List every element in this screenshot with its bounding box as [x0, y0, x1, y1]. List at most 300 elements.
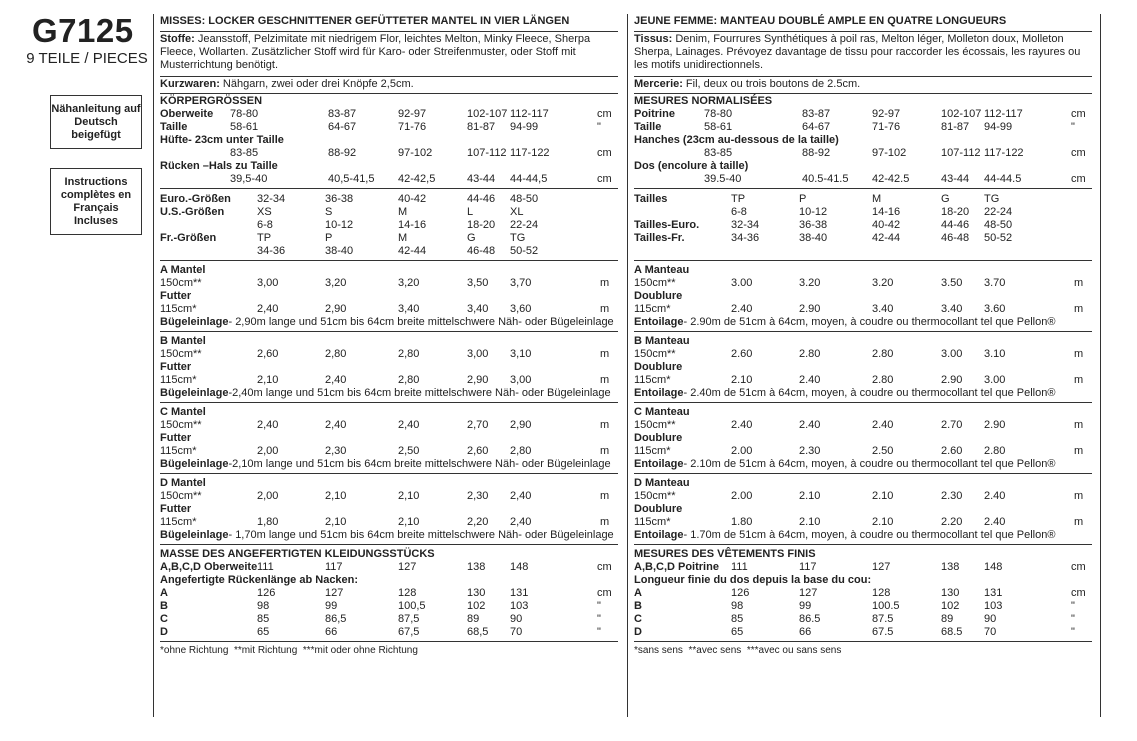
cell-value: 48-50 — [984, 219, 1013, 231]
table-row — [160, 134, 618, 147]
cell-value: 48-50 — [510, 193, 539, 205]
cell-value: 2,40 — [510, 516, 532, 528]
cell-value: 32-34 — [257, 193, 286, 205]
row-label: Rücken –Hals zu Taille — [160, 160, 278, 172]
fabrics-block — [634, 32, 1092, 77]
cell-value: 2.90 — [799, 303, 821, 315]
cell-value: 100,5 — [398, 600, 426, 612]
cell-value: 2,40 — [325, 374, 347, 386]
cell-value: 127 — [872, 561, 891, 573]
row-label: Taille — [160, 121, 188, 133]
cell-value: 18-20 — [941, 206, 970, 218]
cell-value: 130 — [941, 587, 960, 599]
lining-label: Doublure — [634, 503, 683, 515]
cell-value: 2,90 — [510, 419, 532, 431]
cell-value: 3.60 — [984, 303, 1006, 315]
row-label: Hanches (23cm au-dessous de la taille) — [634, 134, 839, 146]
cell-value: 3.70 — [984, 277, 1006, 289]
unit-label: cm — [597, 561, 612, 573]
fabric-width: 150cm** — [160, 277, 202, 289]
divider-right — [1100, 14, 1101, 717]
cell-value: 40-42 — [398, 193, 427, 205]
view-yardage — [160, 332, 618, 403]
cell-value: 78-80 — [230, 108, 259, 120]
unit-label: " — [597, 613, 601, 625]
notions-label: Kurzwaren: — [160, 78, 220, 90]
cell-value: 22-24 — [510, 219, 539, 231]
cell-value: 58-61 — [704, 121, 733, 133]
table-row — [160, 206, 618, 219]
cell-value: 1,80 — [257, 516, 279, 528]
cell-value: 3.20 — [872, 277, 894, 289]
cell-value: 18-20 — [467, 219, 496, 231]
cell-value: 3,20 — [325, 277, 347, 289]
view-name: B Mantel — [160, 335, 206, 347]
cell-value: 36-38 — [325, 193, 354, 205]
cell-value: 46-48 — [941, 232, 970, 244]
cell-value: P — [325, 232, 333, 244]
fabric-width: 150cm** — [160, 490, 202, 502]
cell-value: 3.10 — [984, 348, 1006, 360]
lining-label: Futter — [160, 432, 192, 444]
table-row — [634, 374, 1092, 387]
cell-value: 97-102 — [398, 147, 433, 159]
cell-value: 38-40 — [325, 245, 354, 257]
table-row — [160, 277, 618, 290]
table-row — [160, 219, 618, 232]
cell-value: 85 — [731, 613, 744, 625]
interfacing-text: - 2,90m lange und 51cm bis 64cm breite mittelschwere Näh- oder Bügeleinlage — [228, 316, 614, 328]
cell-value: 88-92 — [328, 147, 357, 159]
cell-value: 2,60 — [257, 348, 279, 360]
view-yardage — [160, 261, 618, 332]
cell-value: 50-52 — [984, 232, 1013, 244]
finished-title: MESURES DES VÊTEMENTS FINIS — [634, 548, 816, 560]
size-conversion — [634, 189, 1092, 261]
row-label: B — [634, 600, 642, 612]
view-name: C Mantel — [160, 406, 206, 418]
table-row — [634, 516, 1092, 529]
notions-text: Nähgarn, zwei oder drei Knöpfe 2,5cm. — [222, 78, 414, 90]
cell-value: 148 — [984, 561, 1003, 573]
row-label: A — [634, 587, 642, 599]
table-row — [160, 516, 618, 529]
cell-value: 126 — [257, 587, 276, 599]
cell-value: 14-16 — [872, 206, 901, 218]
cell-value: 2.40 — [872, 419, 894, 431]
cell-value: 99 — [325, 600, 338, 612]
cell-value: TG — [984, 193, 1000, 205]
divider-middle — [627, 14, 628, 717]
german-column — [160, 14, 618, 657]
measurements-title: MESURES NORMALISÉES — [634, 95, 773, 107]
cell-value: 92-97 — [398, 108, 427, 120]
cell-value: 2.00 — [731, 445, 753, 457]
body-measurements — [634, 94, 1092, 189]
cell-value: 2,80 — [398, 348, 420, 360]
table-row — [634, 193, 1092, 206]
cell-value: 2,40 — [257, 303, 279, 315]
cell-value: 90 — [510, 613, 523, 625]
cell-value: 2.00 — [731, 490, 753, 502]
table-row — [160, 303, 618, 316]
cell-value: 100.5 — [872, 600, 900, 612]
interfacing-text: -2,10m lange und 51cm bis 64cm breite mittelschwere Näh- oder Bügeleinlage — [228, 458, 611, 470]
cell-value: 111 — [257, 561, 274, 573]
cell-value: 2,90 — [325, 303, 347, 315]
unit-label: m — [1074, 348, 1084, 360]
cell-value: 2.40 — [984, 490, 1006, 502]
pattern-number: G7125 — [32, 12, 134, 49]
cell-value: 2.50 — [872, 445, 894, 457]
table-row — [634, 134, 1092, 147]
cell-value: 64-67 — [802, 121, 831, 133]
cell-value: 42-44 — [872, 232, 901, 244]
table-row — [160, 626, 618, 639]
lining-label: Futter — [160, 361, 192, 373]
cell-value: 2.30 — [941, 490, 963, 502]
view-yardage — [634, 261, 1092, 332]
row-label: C — [160, 613, 168, 625]
table-row — [634, 600, 1092, 613]
fabric-width: 115cm* — [634, 303, 671, 315]
row-label: Fr.-Größen — [160, 232, 217, 244]
row-label: C — [634, 613, 642, 625]
cell-value: 71-76 — [872, 121, 901, 133]
interfacing-text: - 1,70m lange und 51cm bis 64cm breite mittelschwere Näh- oder Bügeleinlage — [228, 529, 614, 541]
interfacing-line — [634, 387, 1092, 400]
cell-value: 127 — [398, 561, 417, 573]
cell-value: 138 — [467, 561, 486, 573]
row-label: A,B,C,D Oberweite — [160, 561, 258, 573]
cell-value: 3,40 — [398, 303, 420, 315]
table-row — [160, 561, 618, 574]
piece-count: 9 TEILE / PIECES — [26, 50, 148, 67]
cell-value: 6-8 — [731, 206, 747, 218]
table-row — [634, 160, 1092, 173]
cell-value: 3,60 — [510, 303, 532, 315]
cell-value: 2.80 — [872, 348, 894, 360]
table-row — [634, 419, 1092, 432]
cell-value: 42-42.5 — [872, 173, 910, 185]
cell-value: 127 — [325, 587, 344, 599]
cell-value: 32-34 — [731, 219, 760, 231]
table-row — [634, 108, 1092, 121]
cell-value: 2.10 — [872, 516, 894, 528]
cell-value: 3,70 — [510, 277, 532, 289]
table-row — [634, 303, 1092, 316]
cell-value: 2,90 — [467, 374, 489, 386]
cell-value: 2.90 — [984, 419, 1006, 431]
cell-value: 102 — [941, 600, 960, 612]
cell-value: 10-12 — [325, 219, 354, 231]
cell-value: M — [398, 206, 408, 218]
cell-value: 2,40 — [398, 419, 420, 431]
cell-value: 2,40 — [257, 419, 279, 431]
table-row — [634, 587, 1092, 600]
cell-value: 2.10 — [799, 490, 821, 502]
cell-value: 71-76 — [398, 121, 427, 133]
unit-label: m — [1074, 516, 1084, 528]
table-row — [160, 147, 618, 160]
cell-value: 58-61 — [230, 121, 259, 133]
lining-label: Doublure — [634, 290, 683, 302]
unit-label: " — [597, 121, 601, 133]
cell-value: 2,60 — [467, 445, 489, 457]
interfacing-label: Bügeleinlage — [160, 316, 229, 328]
unit-label: m — [600, 303, 610, 315]
unit-label: cm — [1071, 147, 1086, 159]
cell-value: 98 — [731, 600, 744, 612]
interfacing-text: - 2.40m de 51cm à 64cm, moyen, à coudre ou thermocollant tel que Pellon® — [683, 387, 1056, 399]
cell-value: 38-40 — [799, 232, 828, 244]
cell-value: 107-112 — [941, 147, 981, 159]
cell-value: 3.00 — [941, 348, 963, 360]
row-label: Taille — [634, 121, 662, 133]
row-label: Dos (encolure à taille) — [634, 160, 749, 172]
cell-value: 68,5 — [467, 626, 489, 638]
cell-value: 44-44.5 — [984, 173, 1022, 185]
fabric-width: 115cm* — [634, 374, 671, 386]
cell-value: 107-112 — [467, 147, 507, 159]
table-row — [160, 445, 618, 458]
table-row — [634, 173, 1092, 186]
notions-block — [634, 77, 1092, 94]
cell-value: 42-44 — [398, 245, 427, 257]
view-yardage — [634, 403, 1092, 474]
notions-text: Fil, deux ou trois boutons de 2.5cm. — [685, 78, 861, 90]
cell-value: 3,50 — [467, 277, 489, 289]
cell-value: 2,40 — [325, 419, 347, 431]
table-row — [160, 245, 618, 258]
cell-value: 148 — [510, 561, 529, 573]
fabric-width: 115cm* — [160, 445, 197, 457]
interfacing-line — [160, 458, 618, 471]
cell-value: 2,10 — [325, 516, 347, 528]
cell-value: 66 — [799, 626, 812, 638]
cell-value: 43-44 — [941, 173, 970, 185]
cell-value: 117-122 — [510, 147, 550, 159]
lining-label: Futter — [160, 503, 192, 515]
unit-label: m — [600, 277, 610, 289]
cell-value: 67,5 — [398, 626, 420, 638]
row-label: Euro.-Größen — [160, 193, 231, 205]
unit-label: m — [600, 445, 610, 457]
cell-value: 111 — [731, 561, 748, 573]
table-row — [160, 490, 618, 503]
cell-value: 2,00 — [257, 445, 279, 457]
table-row — [160, 108, 618, 121]
cell-value: 102-107 — [941, 108, 982, 120]
body-measurements — [160, 94, 618, 189]
table-row — [160, 173, 618, 186]
unit-label: " — [1071, 121, 1075, 133]
cell-value: 2,30 — [325, 445, 347, 457]
cell-value: 2,10 — [398, 490, 420, 502]
fabric-width: 115cm* — [634, 516, 671, 528]
cell-value: 68.5 — [941, 626, 963, 638]
cell-value: 3.00 — [731, 277, 753, 289]
cell-value: 83-87 — [802, 108, 831, 120]
cell-value: 87.5 — [872, 613, 894, 625]
cell-value: 3.40 — [941, 303, 963, 315]
cell-value: 40,5-41,5 — [328, 173, 375, 185]
cell-value: 128 — [872, 587, 891, 599]
row-label: Hüfte- 23cm unter Taille — [160, 134, 284, 146]
cell-value: S — [325, 206, 333, 218]
cell-value: L — [467, 206, 474, 218]
cell-value: 130 — [467, 587, 486, 599]
cell-value: P — [799, 193, 807, 205]
cell-value: 87,5 — [398, 613, 420, 625]
cell-value: 10-12 — [799, 206, 828, 218]
view-name: D Mantel — [160, 477, 206, 489]
unit-label: m — [600, 348, 610, 360]
view-name: D Manteau — [634, 477, 690, 489]
cell-value: 2,80 — [510, 445, 532, 457]
cell-value: 2,80 — [325, 348, 347, 360]
interfacing-text: - 2.90m de 51cm à 64cm, moyen, à coudre ou thermocollant tel que Pellon® — [683, 316, 1056, 328]
cell-value: 2.10 — [731, 374, 753, 386]
interfacing-label: Entoilage — [634, 387, 684, 399]
cell-value: 2.80 — [984, 445, 1006, 457]
cell-value: 2,10 — [398, 516, 420, 528]
fabric-width: 150cm** — [634, 419, 676, 431]
cell-value: M — [398, 232, 408, 244]
cell-value: 112-117 — [984, 108, 1023, 120]
cell-value: 3,00 — [257, 277, 279, 289]
cell-value: XL — [510, 206, 524, 218]
cell-value: 2,70 — [467, 419, 489, 431]
cell-value: 128 — [398, 587, 417, 599]
cell-value: 83-85 — [230, 147, 259, 159]
cell-value: 44-44,5 — [510, 173, 548, 185]
interfacing-label: Bügeleinlage — [160, 458, 229, 470]
cell-value: 2.70 — [941, 419, 963, 431]
cell-value: 44-46 — [941, 219, 970, 231]
fabric-width: 150cm** — [160, 348, 202, 360]
cell-value: 70 — [984, 626, 997, 638]
row-label: Tailles — [634, 193, 668, 205]
row-label: Poitrine — [634, 108, 675, 120]
table-row — [160, 600, 618, 613]
interfacing-label: Entoilage — [634, 529, 684, 541]
cell-value: 3,40 — [467, 303, 489, 315]
unit-label: m — [1074, 445, 1084, 457]
unit-label: m — [1074, 374, 1084, 386]
table-row — [634, 445, 1092, 458]
unit-label: m — [600, 490, 610, 502]
cell-value: 2.40 — [984, 516, 1006, 528]
cell-value: 3,20 — [398, 277, 420, 289]
cell-value: G — [467, 232, 476, 244]
cell-value: 2,10 — [257, 374, 279, 386]
cell-value: 70 — [510, 626, 523, 638]
footnote: *ohne Richtung **mit Richtung ***mit oder ohne Richtung — [160, 645, 418, 656]
cell-value: 83-87 — [328, 108, 357, 120]
unit-label: cm — [597, 147, 612, 159]
cell-value: 2,80 — [398, 374, 420, 386]
fabric-width: 150cm** — [634, 277, 676, 289]
table-row — [634, 206, 1092, 219]
view-yardage — [160, 403, 618, 474]
cell-value: 94-99 — [510, 121, 539, 133]
table-row — [160, 160, 618, 173]
german-instructions-box: Nähanleitung auf Deutsch beigefügt — [50, 95, 142, 149]
unit-label: " — [597, 600, 601, 612]
finished-title: MASSE DES ANGEFERTIGTEN KLEIDUNGSSTÜCKS — [160, 548, 435, 560]
section-title: JEUNE FEMME: MANTEAU DOUBLÉ AMPLE EN QUATRE LONGUEURS — [634, 14, 1092, 32]
table-row — [634, 613, 1092, 626]
cell-value: 2,20 — [467, 516, 489, 528]
interfacing-line — [634, 529, 1092, 542]
cell-value: 2.40 — [799, 374, 821, 386]
cell-value: 131 — [984, 587, 1003, 599]
cell-value: 1.80 — [731, 516, 753, 528]
footnote: *sans sens **avec sens ***avec ou sans sens — [634, 645, 842, 656]
cell-value: 2,30 — [467, 490, 489, 502]
cell-value: 89 — [467, 613, 480, 625]
notions-label: Mercerie: — [634, 78, 683, 90]
fabrics-label: Stoffe: — [160, 33, 195, 45]
lining-label: Doublure — [634, 361, 683, 373]
cell-value: G — [941, 193, 950, 205]
finished-measurements — [634, 545, 1092, 642]
cell-value: M — [872, 193, 882, 205]
cell-value: 88-92 — [802, 147, 831, 159]
cell-value: 112-117 — [510, 108, 549, 120]
notions-block — [160, 77, 618, 94]
cell-value: 67.5 — [872, 626, 894, 638]
cell-value: 3,00 — [467, 348, 489, 360]
table-row — [160, 232, 618, 245]
fabric-width: 115cm* — [160, 374, 197, 386]
cell-value: 117-122 — [984, 147, 1024, 159]
row-label: D — [160, 626, 168, 638]
cell-value: 65 — [257, 626, 270, 638]
back-length-label: Longueur finie du dos depuis la base du cou: — [634, 574, 872, 586]
cell-value: 94-99 — [984, 121, 1013, 133]
table-row — [160, 613, 618, 626]
table-row — [160, 348, 618, 361]
interfacing-line — [160, 387, 618, 400]
unit-label: cm — [1071, 561, 1086, 573]
cell-value: 102 — [467, 600, 486, 612]
cell-value: 102-107 — [467, 108, 508, 120]
cell-value: 2.60 — [731, 348, 753, 360]
interfacing-label: Bügeleinlage — [160, 387, 229, 399]
cell-value: 6-8 — [257, 219, 273, 231]
row-label: D — [634, 626, 642, 638]
cell-value: 64-67 — [328, 121, 357, 133]
cell-value: 2.40 — [799, 419, 821, 431]
interfacing-label: Entoilage — [634, 458, 684, 470]
cell-value: 131 — [510, 587, 529, 599]
cell-value: 86,5 — [325, 613, 347, 625]
cell-value: 40-42 — [872, 219, 901, 231]
interfacing-line — [634, 458, 1092, 471]
cell-value: 2.80 — [799, 348, 821, 360]
cell-value: XS — [257, 206, 272, 218]
table-row — [160, 374, 618, 387]
interfacing-line — [160, 529, 618, 542]
cell-value: 42-42,5 — [398, 173, 436, 185]
unit-label: m — [1074, 419, 1084, 431]
cell-value: 138 — [941, 561, 960, 573]
view-yardage — [160, 474, 618, 545]
row-label: Tailles-Fr. — [634, 232, 685, 244]
interfacing-label: Bügeleinlage — [160, 529, 229, 541]
